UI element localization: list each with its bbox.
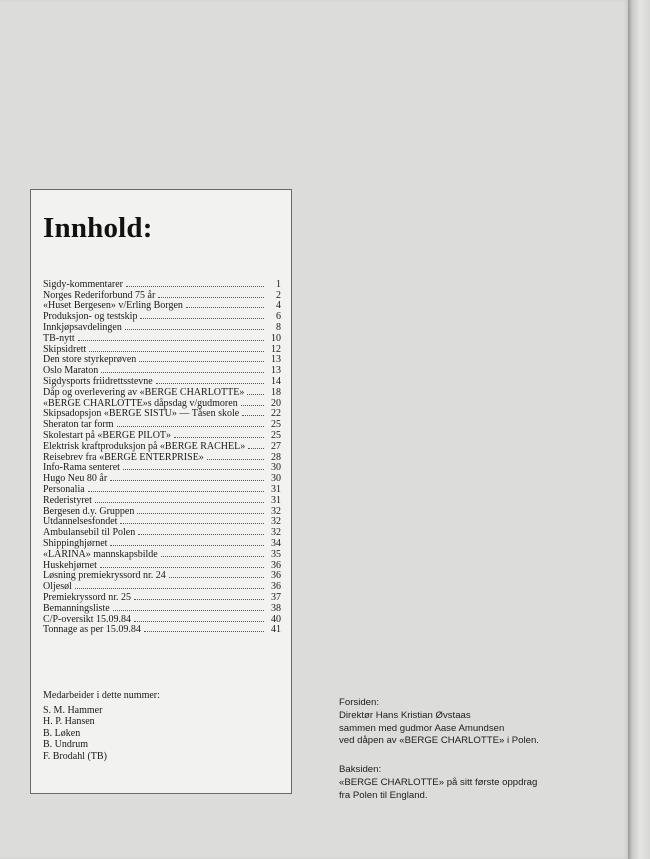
- toc-entry-page: 32: [271, 505, 281, 517]
- toc-entry-title: Oljesøl: [43, 581, 72, 593]
- front-caption-heading: Forsiden:: [339, 697, 379, 708]
- toc-entry-page: 1: [276, 278, 281, 290]
- toc-entry-title: Rederistyret: [43, 494, 92, 506]
- toc-entry-title: Norges Rederiforbund 75 år: [43, 289, 156, 301]
- toc-entry-page: 6: [276, 311, 281, 323]
- toc-entry-page: 36: [271, 570, 281, 582]
- toc-entry-title: Oslo Maraton: [43, 365, 99, 377]
- toc-entry-page: 25: [271, 429, 281, 441]
- toc-entry-title: Bergesen d.y. Gruppen: [43, 505, 135, 517]
- back-caption-line: fra Polen til England.: [339, 789, 428, 801]
- toc-entry: [43, 329, 281, 344]
- contributors-heading: Medarbeider i dette nummer:: [43, 690, 160, 701]
- contributor-name: S. M. Hammer: [43, 704, 103, 716]
- front-caption-line: sammen med gudmor Aase Amundsen: [339, 722, 505, 734]
- toc-list: [43, 275, 281, 636]
- toc-entry-title: Shippinghjørnet: [43, 537, 108, 549]
- toc-entry-title: C/P-oversikt 15.09.84: [43, 613, 132, 625]
- front-caption-line: ved dåpen av «BERGE CHARLOTTE» i Polen.: [339, 735, 539, 747]
- back-caption-line: «BERGE CHARLOTTE» på sitt første oppdrag: [339, 776, 538, 788]
- contributors-section: [43, 690, 281, 763]
- contributor-name: H. P. Hansen: [43, 716, 95, 728]
- toc-entry-page: 13: [271, 365, 281, 377]
- toc-entry-page: 32: [271, 527, 281, 539]
- toc-entry-title: Produksjon- og testskip: [43, 311, 138, 323]
- toc-entry-page: 37: [271, 591, 281, 603]
- contributor-name: F. Brodahl (TB): [43, 750, 107, 762]
- toc-entry-title: Utdannelsesfondet: [43, 516, 118, 528]
- toc-entry-page: 18: [271, 386, 281, 398]
- toc-entry-page: 28: [271, 451, 281, 463]
- toc-entry-page: 30: [271, 462, 281, 474]
- toc-entry-page: 36: [271, 581, 281, 593]
- toc-entry-title: Dåp og overlevering av «BERGE CHARLOTTE»: [43, 386, 245, 398]
- toc-entry: [43, 275, 281, 290]
- toc-entry-page: 2: [276, 289, 281, 301]
- toc-entry-title: Innkjøpsavdelingen: [43, 321, 122, 333]
- contributor-name: B. Løken: [43, 727, 81, 739]
- toc-entry-page: 36: [271, 559, 281, 571]
- toc-entry-title: Premiekryssord nr. 25: [43, 591, 132, 603]
- toc-entry-page: 30: [271, 473, 281, 485]
- toc-entry-page: 4: [276, 300, 281, 312]
- toc-entry-title: Skolestart på «BERGE PILOT»: [43, 429, 172, 441]
- toc-entry-page: 34: [271, 537, 281, 549]
- toc-entry-title: TB-nytt: [43, 332, 75, 344]
- contributor-name: B. Undrum: [43, 739, 88, 751]
- toc-entry: [43, 340, 281, 355]
- front-caption-line: Direktør Hans Kristian Øvstaas: [339, 709, 471, 721]
- toc-entry-title: Skipsidrett: [43, 343, 87, 355]
- toc-entry-title: Hugo Neu 80 år: [43, 473, 108, 485]
- toc-entry-page: 12: [271, 343, 281, 355]
- back-cover-caption: [339, 764, 599, 802]
- toc-entry-page: 8: [276, 321, 281, 333]
- toc-entry: [43, 588, 281, 603]
- toc-entry-page: 41: [271, 624, 281, 636]
- toc-entry-title: Sigdysports friidrettsstevne: [43, 375, 153, 387]
- toc-entry-title: Sigdy-kommentarer: [43, 278, 123, 290]
- toc-entry-title: Personalia: [43, 483, 85, 495]
- toc-entry-title: Info-Rama senteret: [43, 462, 120, 474]
- toc-entry-title: Ambulansebil til Polen: [43, 527, 136, 539]
- toc-entry-page: 31: [271, 483, 281, 495]
- front-cover-caption: [339, 697, 599, 748]
- toc-entry-title: Den store styrkeprøven: [43, 354, 137, 366]
- toc-entry-page: 22: [271, 408, 281, 420]
- toc-entry-title: Bemanningsliste: [43, 602, 110, 614]
- toc-entry-title: Huskehjørnet: [43, 559, 97, 571]
- toc-entry-title: «Huset Bergesen» v/Erling Borgen: [43, 300, 183, 312]
- toc-entry-title: Løsning premiekryssord nr. 24: [43, 570, 166, 582]
- toc-entry-page: 27: [271, 440, 281, 452]
- toc-entry: [43, 577, 281, 593]
- toc-entry-page: 20: [271, 397, 281, 409]
- back-caption-heading: Baksiden:: [339, 764, 382, 775]
- page-edge: [628, 0, 650, 859]
- toc-entry-title: Reisebrev fra «BERGE ENTERPRISE»: [43, 451, 204, 463]
- toc-entry-title: «BERGE CHARLOTTE»s dåpsdag v/gudmoren: [43, 397, 238, 409]
- toc-entry-page: 14: [271, 375, 281, 387]
- toc-entry-page: 10: [271, 332, 281, 344]
- toc-entry-page: 40: [271, 613, 281, 625]
- toc-title: Innhold:: [43, 212, 153, 244]
- toc-entry-page: 35: [271, 548, 281, 560]
- toc-entry-page: 32: [271, 516, 281, 528]
- toc-entry-title: Skipsadopsjon «BERGE SISTU» — Tåsen skole: [43, 408, 240, 420]
- toc-entry-title: «LARINA» mannskapsbilde: [43, 548, 158, 560]
- toc-entry-title: Elektrisk kraftproduksjon på «BERGE RACHEL»: [43, 440, 246, 452]
- contributors-list: [43, 705, 281, 763]
- toc-entry-title: Tonnage as per 15.09.84: [43, 624, 141, 636]
- toc-entry-page: 31: [271, 494, 281, 506]
- toc-entry-page: 25: [271, 419, 281, 431]
- toc-leader-dots: [144, 621, 264, 633]
- table-of-contents: [30, 189, 292, 794]
- toc-entry-title: Sheraton tar form: [43, 419, 114, 431]
- toc-entry-page: 13: [271, 354, 281, 366]
- toc-entry-page: 38: [271, 602, 281, 614]
